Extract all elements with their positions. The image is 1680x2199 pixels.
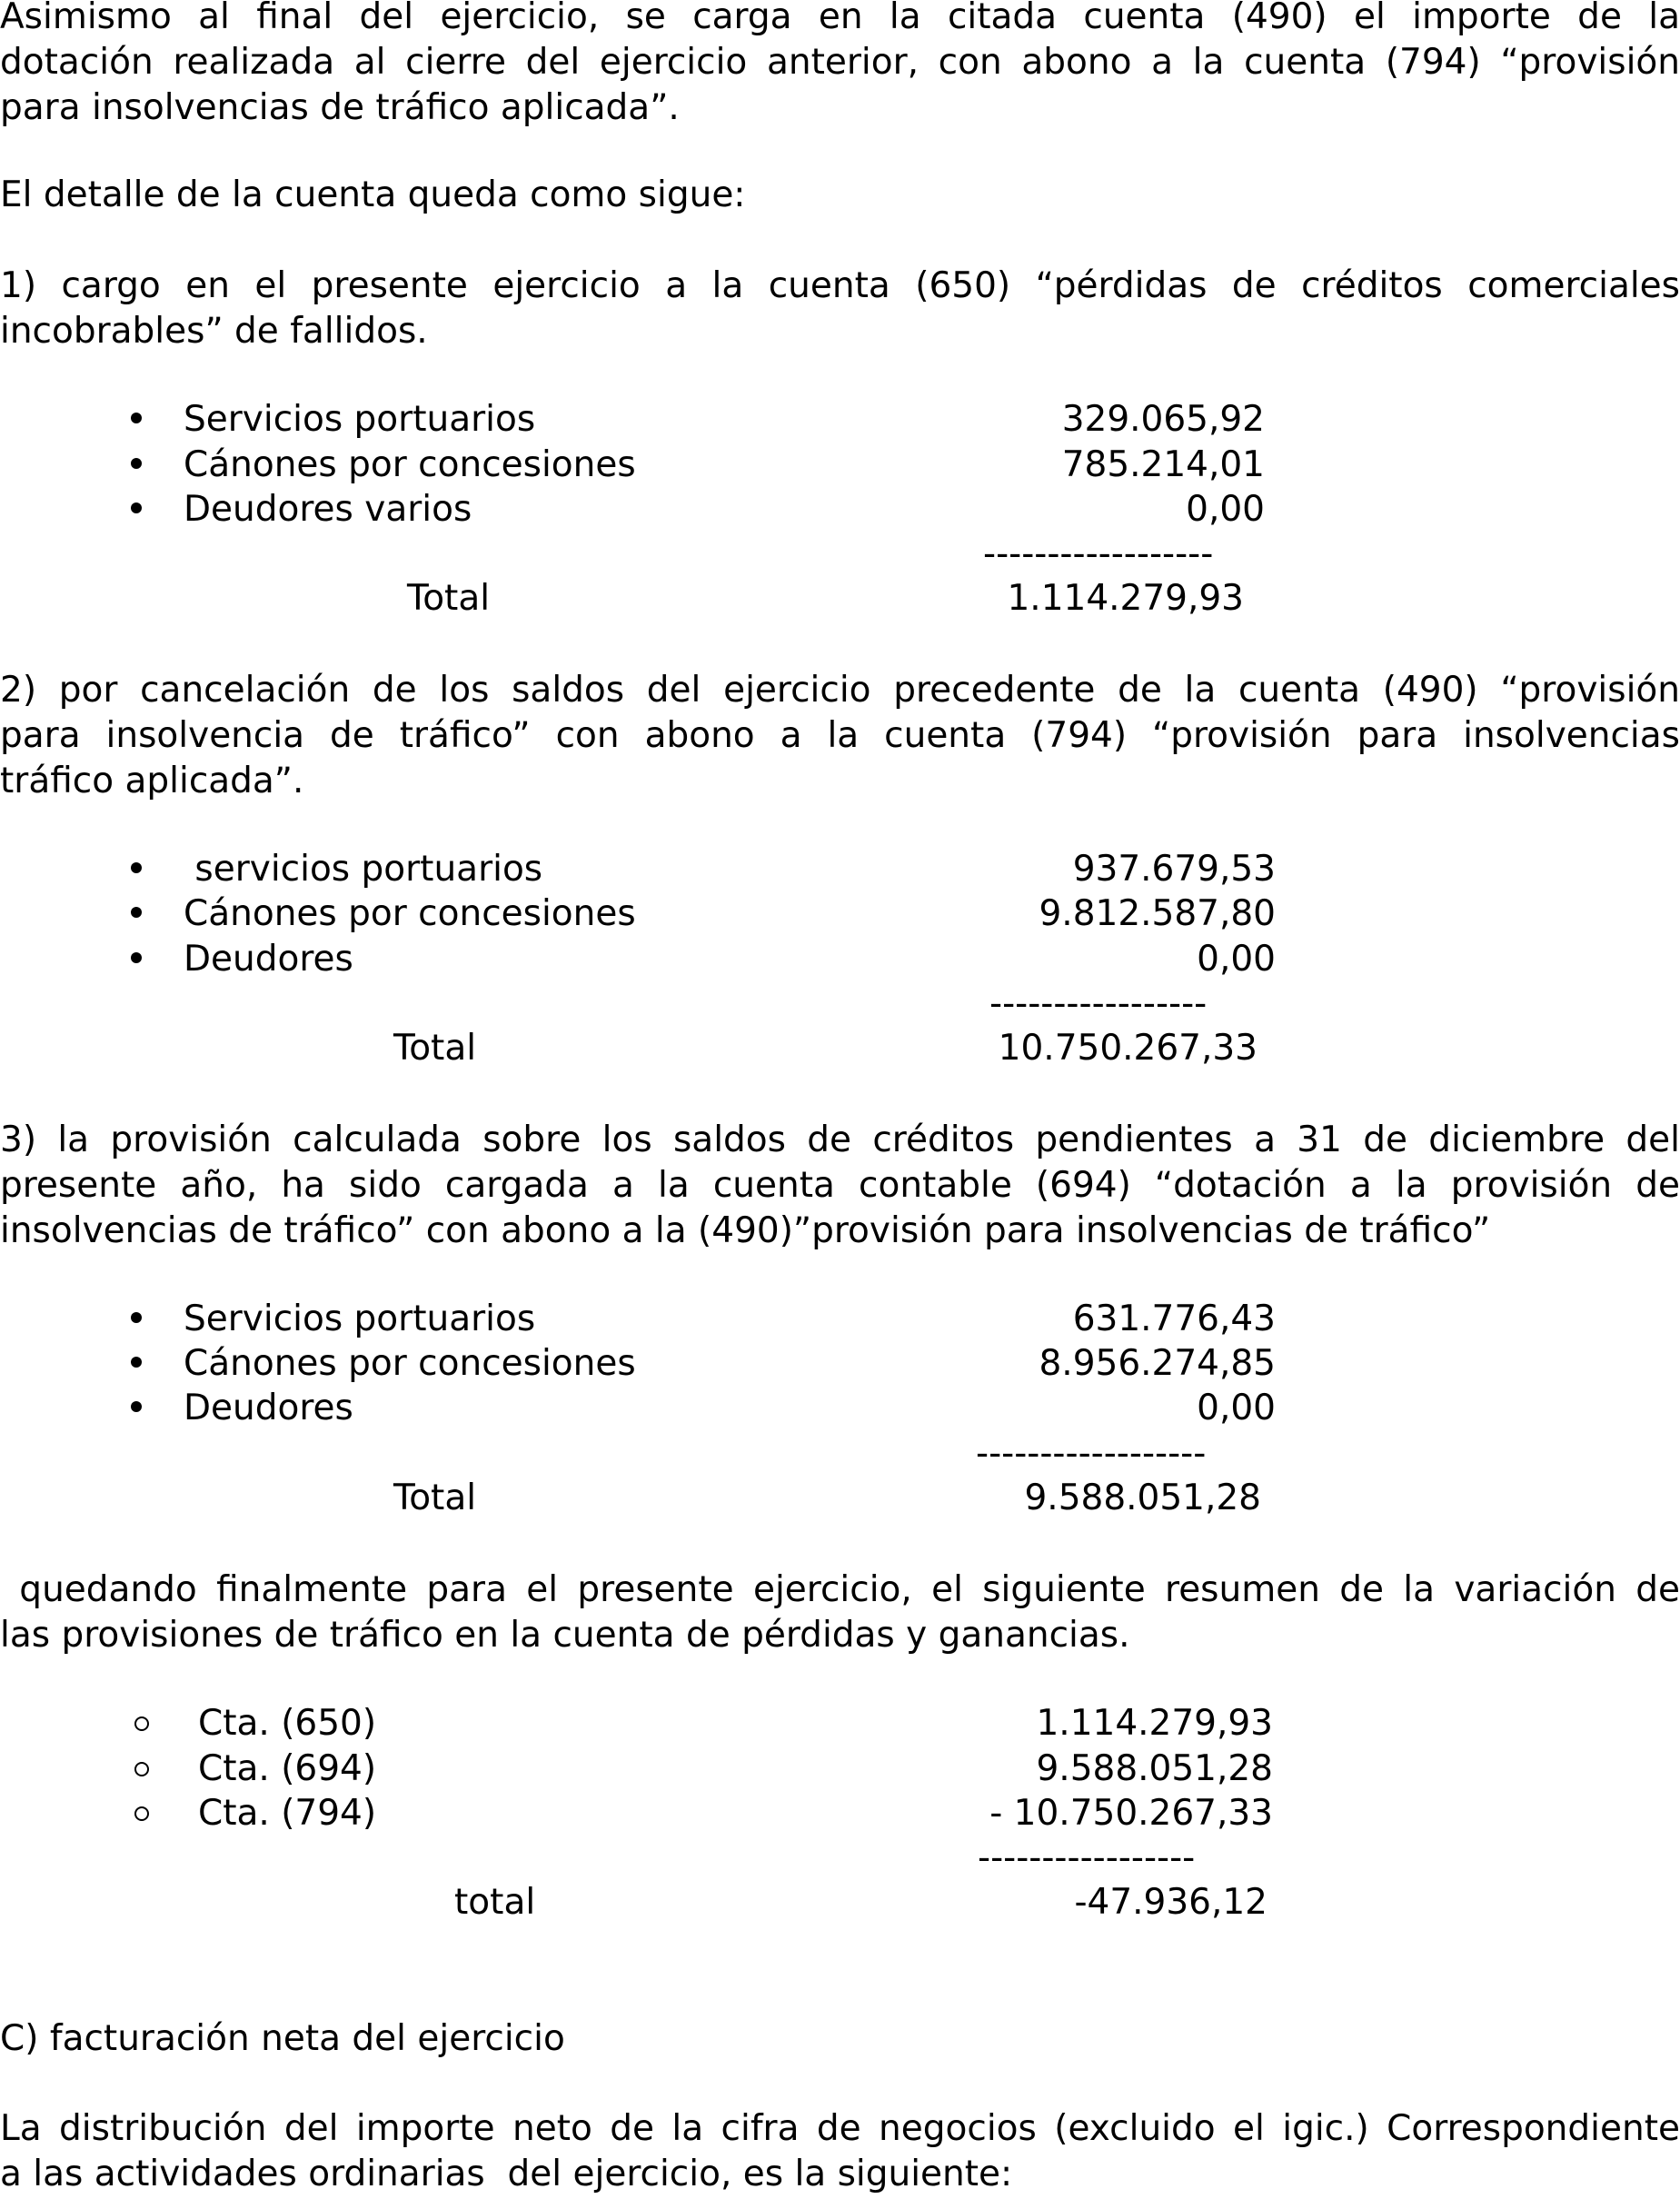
summary-line: quedando finalmente para el presente ejercicio, el siguiente resumen de la variación de	[0, 1569, 1680, 1610]
closing-paragraph	[0, 2106, 1680, 2197]
separator-dashes: -----------------	[978, 1837, 1196, 1878]
item-amount: 631.776,43	[1072, 1299, 1276, 1339]
section3-line: 3) la provisión calculada sobre los saldos de créditos pendientes a 31 de diciembre del	[0, 1119, 1680, 1160]
intro-line: dotación realizada al cierre del ejercicio anterior, con abono a la cuenta (794) “provisión	[0, 42, 1680, 83]
detail-heading-text: El detalle de la cuenta queda como sigue:	[0, 174, 746, 215]
item-label: Servicios portuarios	[184, 399, 536, 440]
section3-paragraph	[0, 1118, 1680, 1254]
list-item	[0, 1297, 1680, 1342]
item-amount: 9.588.051,28	[1036, 1748, 1273, 1789]
total-row	[0, 1026, 1680, 1071]
list-item	[0, 891, 1680, 937]
section1-paragraph	[0, 264, 1680, 354]
separator-line	[0, 981, 1680, 1027]
item-label: Deudores varios	[184, 489, 472, 530]
item-label: Cánones por concesiones	[184, 1343, 636, 1384]
separator-dashes: ------------------	[983, 533, 1214, 574]
item-label: servicios portuarios	[184, 849, 543, 890]
total-label: total	[454, 1882, 536, 1923]
section2-line: 2) por cancelación de los saldos del ejercicio precedente de la cuenta (490) “provisión	[0, 670, 1680, 711]
summary-line: las provisiones de tráfico en la cuenta de pérdidas y ganancias.	[0, 1615, 1130, 1656]
section1-line: 1) cargo en el presente ejercicio a la cuenta (650) “pérdidas de créditos comerciales	[0, 265, 1680, 306]
separator-line	[0, 1431, 1680, 1477]
bullet-icon	[127, 1386, 145, 1431]
item-amount: 1.114.279,93	[1036, 1703, 1273, 1744]
section2-line: tráfico aplicada”.	[0, 761, 304, 801]
bullet-icon	[127, 1341, 145, 1387]
item-amount: 937.679,53	[1072, 849, 1276, 890]
bullet-icon	[127, 891, 145, 937]
circle-bullet-icon	[133, 1746, 151, 1792]
separator-dashes: ------------------	[976, 1433, 1207, 1474]
intro-paragraph	[0, 0, 1680, 131]
section2-line: para insolvencia de tráfico” con abono a la cuenta (794) “provisión para insolvencias	[0, 715, 1680, 756]
list-item	[0, 847, 1680, 892]
total-amount: 1.114.279,93	[1007, 578, 1244, 619]
list-item	[0, 1701, 1680, 1746]
section2-paragraph	[0, 668, 1680, 804]
total-amount: -47.936,12	[1074, 1882, 1267, 1923]
bullet-icon	[127, 847, 145, 892]
list-item	[0, 487, 1680, 532]
item-amount: 329.065,92	[1061, 399, 1265, 440]
detail-heading	[0, 173, 1680, 218]
item-label: Cánones por concesiones	[184, 444, 636, 485]
circle-bullet-icon	[133, 1701, 151, 1746]
item-amount: 0,00	[1197, 939, 1276, 980]
total-row	[0, 576, 1680, 622]
total-row	[0, 1476, 1680, 1521]
intro-line: Asimismo al final del ejercicio, se carga en la citada cuenta (490) el importe de la	[0, 0, 1680, 37]
section3-line: insolvencias de tráfico” con abono a la (490)”provisión para insolvencias de tráfico”	[0, 1210, 1491, 1251]
section-c-heading-text: C) facturación neta del ejercicio	[0, 2018, 565, 2059]
bullet-icon	[127, 937, 145, 982]
total-row	[0, 1880, 1680, 1925]
item-label: Deudores	[184, 939, 353, 980]
list-item	[0, 1791, 1680, 1836]
item-amount: 0,00	[1197, 1388, 1276, 1428]
item-label: Cta. (794)	[198, 1793, 377, 1834]
item-amount: - 10.750.267,33	[989, 1793, 1273, 1834]
section3-line: presente año, ha sido cargada a la cuenta contable (694) “dotación a la provisión de	[0, 1165, 1680, 1206]
list-item	[0, 1746, 1680, 1792]
list-item	[0, 443, 1680, 488]
summary-paragraph	[0, 1567, 1680, 1658]
closing-line: La distribución del importe neto de la cifra de negocios (excluido el igic.) Correspondiente	[0, 2108, 1680, 2149]
list-item	[0, 397, 1680, 443]
item-amount: 9.812.587,80	[1039, 893, 1276, 934]
intro-line: para insolvencias de tráfico aplicada”.	[0, 87, 680, 128]
bullet-icon	[127, 487, 145, 532]
total-amount: 10.750.267,33	[998, 1028, 1258, 1069]
list-item	[0, 937, 1680, 982]
item-amount: 0,00	[1186, 489, 1265, 530]
bullet-icon	[127, 397, 145, 443]
total-label: Total	[393, 1478, 477, 1518]
total-amount: 9.588.051,28	[1024, 1478, 1261, 1518]
item-amount: 785.214,01	[1061, 444, 1265, 485]
total-label: Total	[393, 1028, 477, 1069]
closing-line: a las actividades ordinarias del ejercicio, es la siguiente:	[0, 2154, 1013, 2194]
list-item	[0, 1341, 1680, 1387]
section-c-heading	[0, 2016, 1680, 2062]
bullet-icon	[127, 443, 145, 488]
separator-dashes: -----------------	[989, 983, 1208, 1024]
circle-bullet-icon	[133, 1791, 151, 1836]
item-label: Servicios portuarios	[184, 1299, 536, 1339]
list-item	[0, 1386, 1680, 1431]
separator-line	[0, 1836, 1680, 1881]
item-label: Cánones por concesiones	[184, 893, 636, 934]
item-amount: 8.956.274,85	[1039, 1343, 1276, 1384]
bullet-icon	[127, 1297, 145, 1342]
section1-line: incobrables” de fallidos.	[0, 311, 428, 352]
item-label: Deudores	[184, 1388, 353, 1428]
item-label: Cta. (650)	[198, 1703, 377, 1744]
separator-line	[0, 532, 1680, 577]
item-label: Cta. (694)	[198, 1748, 377, 1789]
total-label: Total	[407, 578, 491, 619]
